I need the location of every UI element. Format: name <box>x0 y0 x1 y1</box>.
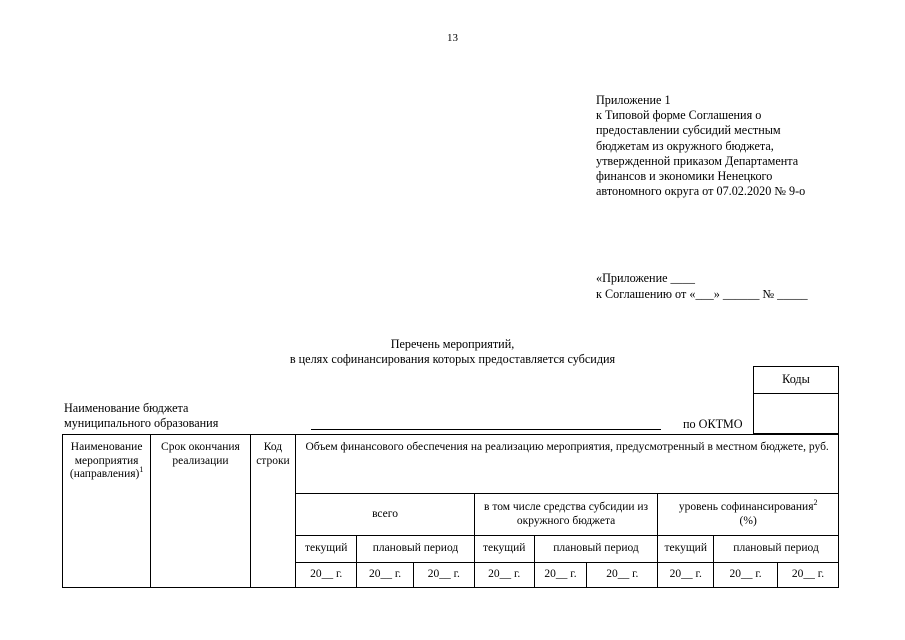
header-subsidy: в том числе средства субсидии из окружного бюджета <box>474 494 658 536</box>
header-row-code: Код строки <box>250 435 296 588</box>
header-cofinancing <box>658 494 839 536</box>
agreement-line: к Соглашению от «___» ______ № _____ <box>596 286 808 301</box>
header-current: текущий <box>296 536 357 563</box>
header-current: текущий <box>658 536 714 563</box>
appendix-line: предоставлении субсидий местным <box>596 123 781 138</box>
year-cell: 20__ г. <box>534 563 587 588</box>
footnote-1: 1 <box>139 465 144 475</box>
title-line: в целях софинансирования которых предоставляется субсидия <box>289 352 616 366</box>
header-deadline: Срок окончания реализации <box>151 435 250 588</box>
oktmo-label: по ОКТМО <box>683 417 743 431</box>
document-title <box>0 337 905 367</box>
header-activity-text: Наименование мероприятия (направления) <box>69 441 143 480</box>
header-total: всего <box>296 494 475 536</box>
appendix-line: финансов и экономики Ненецкого <box>596 169 773 184</box>
budget-label-line: муниципального образования <box>64 416 219 430</box>
agreement-reference <box>596 271 896 302</box>
agreement-line: «Приложение ____ <box>596 271 695 285</box>
appendix-line: к Типовой форме Соглашения о <box>596 108 762 123</box>
budget-name-blank <box>311 429 661 430</box>
header-current: текущий <box>474 536 534 563</box>
codes-header: Коды <box>753 366 839 394</box>
year-cell: 20__ г. <box>296 563 357 588</box>
header-planned: плановый период <box>714 536 839 563</box>
appendix-line: утвержденной приказом Департамента <box>596 153 799 168</box>
appendix-line: бюджетам из окружного бюджета, <box>596 138 774 153</box>
appendix-line: Приложение 1 <box>596 93 671 107</box>
header-cofinancing-unit: (%) <box>739 514 757 527</box>
page-number: 13 <box>447 32 458 44</box>
year-cell: 20__ г. <box>474 563 534 588</box>
footnote-2: 2 <box>813 498 818 508</box>
year-cell: 20__ г. <box>413 563 474 588</box>
header-planned: плановый период <box>534 536 658 563</box>
header-planned: плановый период <box>357 536 475 563</box>
year-cell: 20__ г. <box>357 563 414 588</box>
appendix-line: автономного округа от 07.02.2020 № 9-о <box>596 184 806 199</box>
budget-label-line: Наименование бюджета <box>64 401 189 415</box>
year-cell: 20__ г. <box>587 563 658 588</box>
header-cofinancing-text: уровень софинансирования <box>678 501 814 513</box>
activities-table <box>62 434 839 588</box>
year-cell: 20__ г. <box>658 563 714 588</box>
title-line: Перечень мероприятий, <box>390 337 515 351</box>
appendix-header <box>596 93 896 199</box>
budget-name-label <box>64 401 218 431</box>
year-cell: 20__ г. <box>714 563 778 588</box>
header-volume: Объем финансового обеспечения на реализацию мероприятия, предусмотренный в местном бюджете, руб. <box>296 435 839 494</box>
header-activity <box>63 435 151 588</box>
year-cell: 20__ г. <box>778 563 839 588</box>
